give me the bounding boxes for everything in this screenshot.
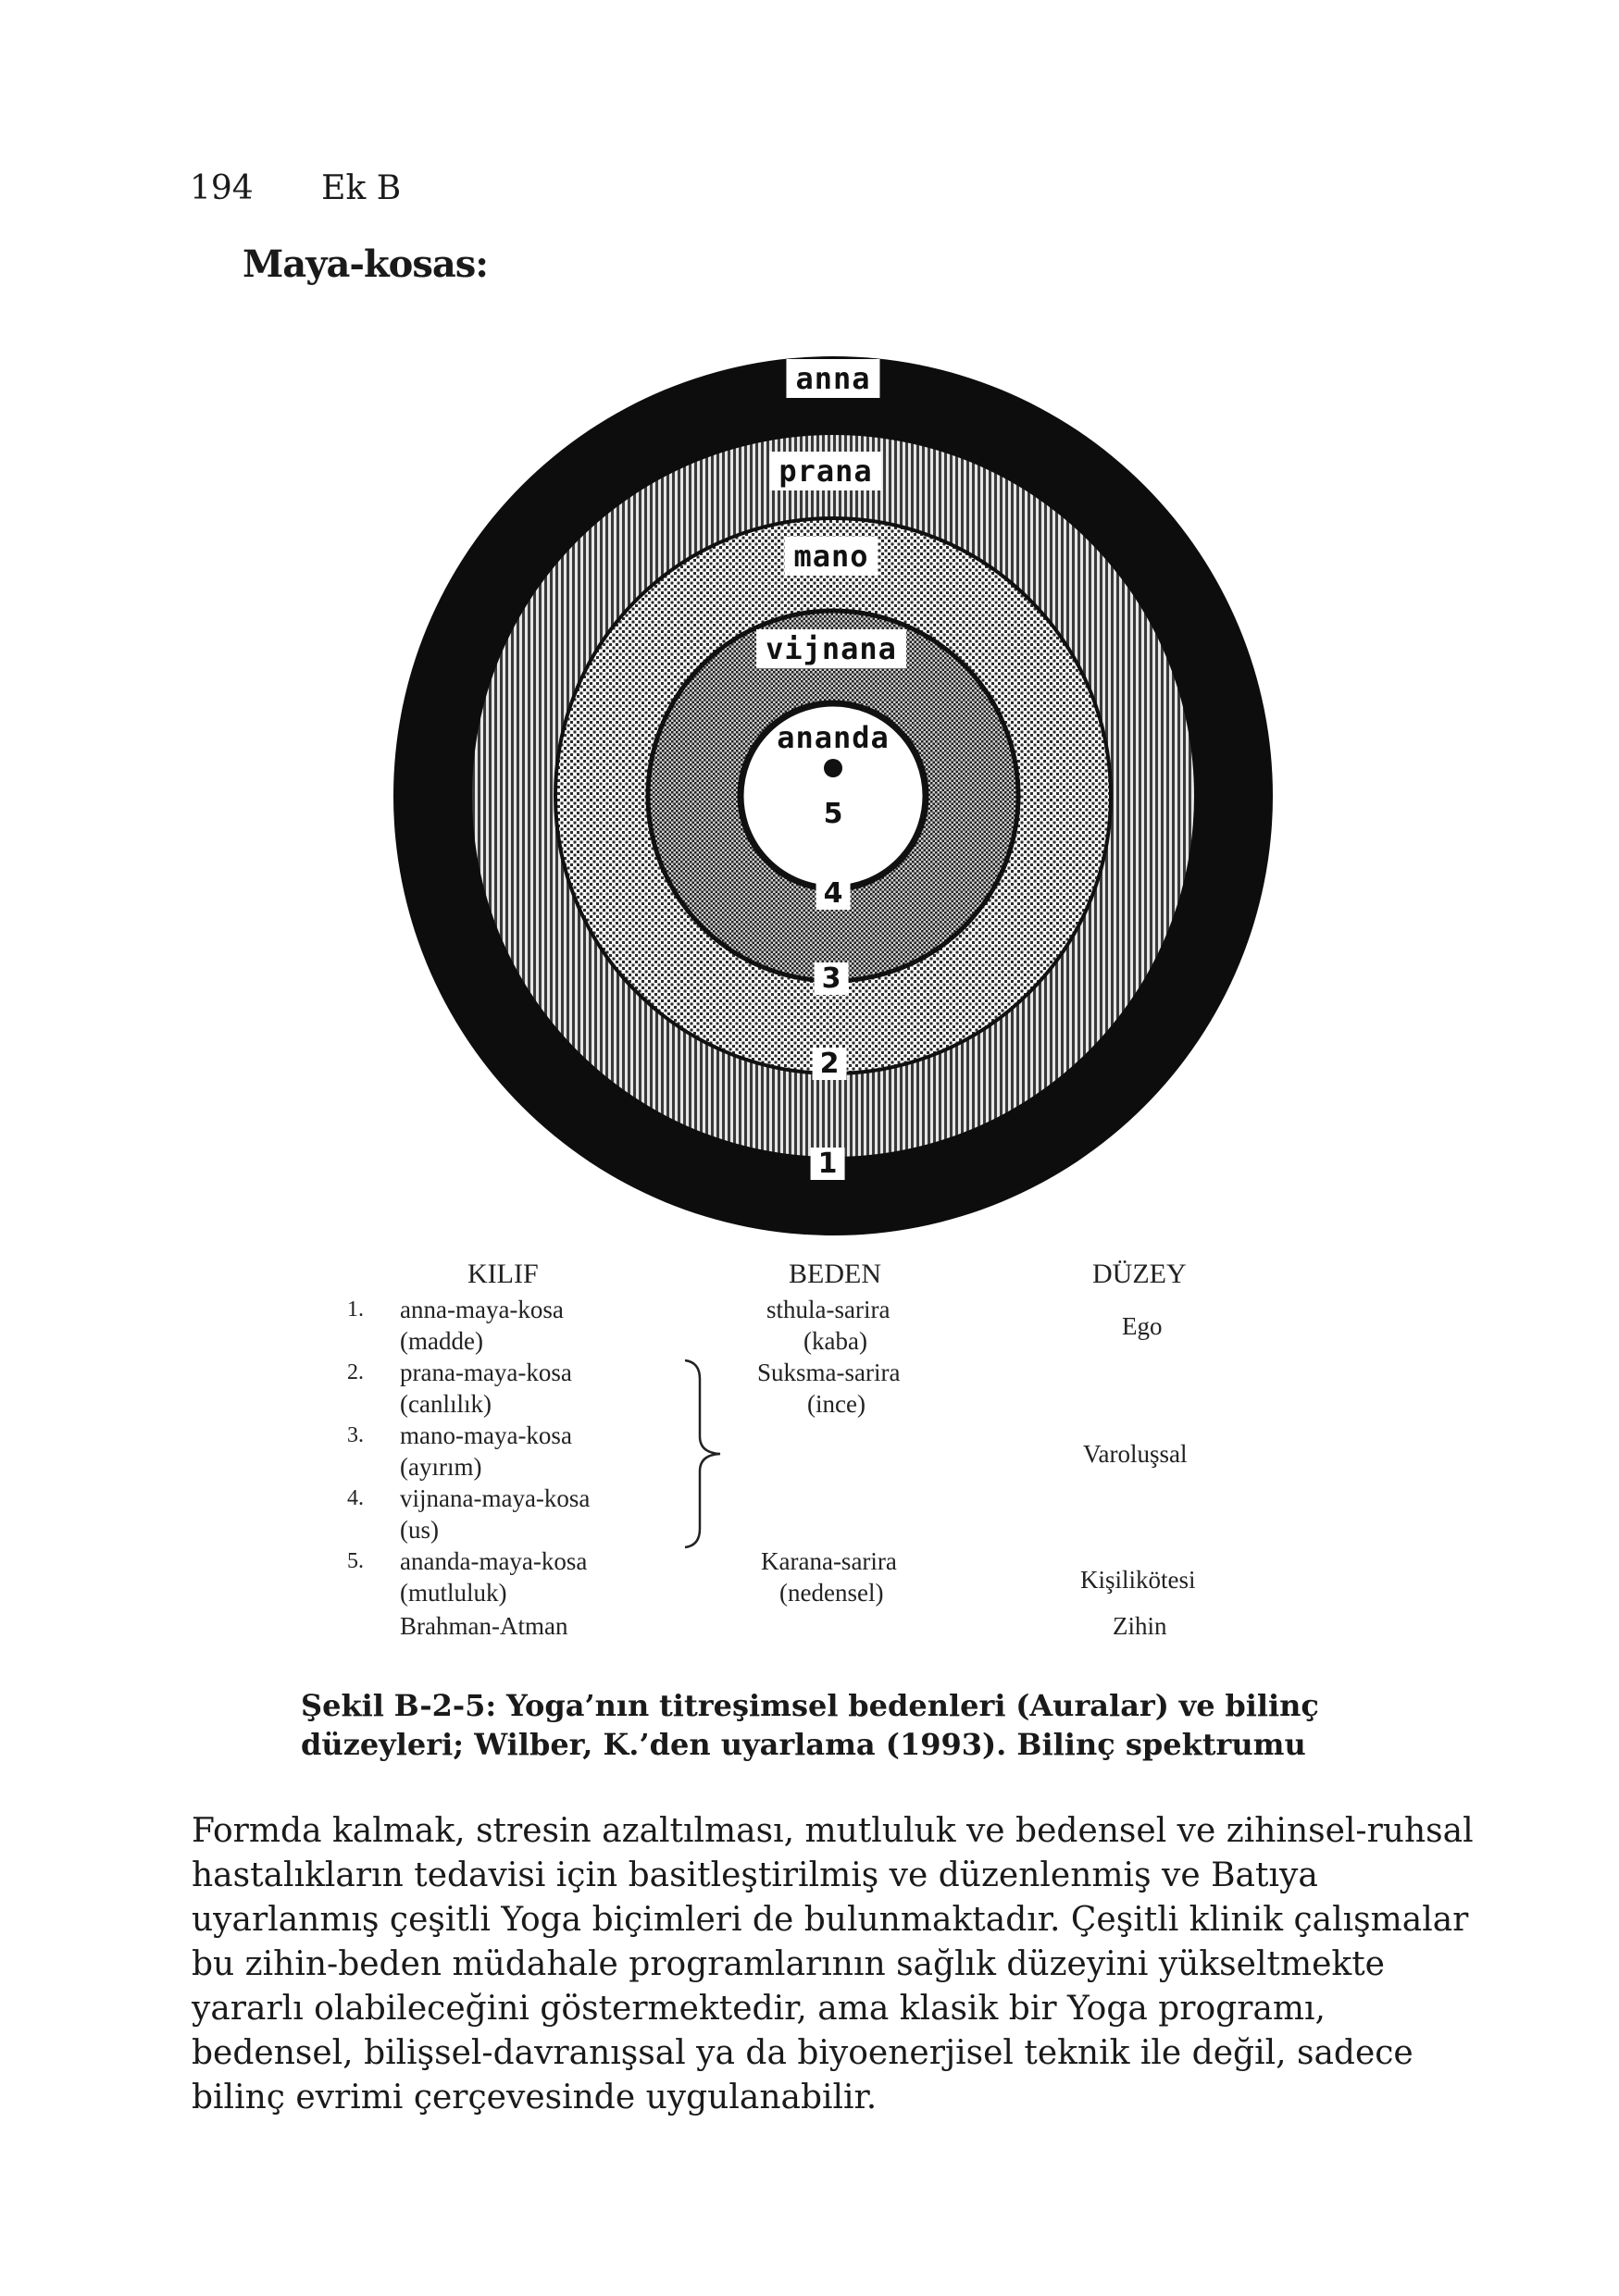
kilif-gloss-3: (ayırım) bbox=[400, 1453, 482, 1481]
kilif-name-5: ananda-maya-kosa bbox=[400, 1547, 588, 1575]
figure-caption bbox=[301, 1686, 1319, 1764]
kilif-gloss-2: (canlılık) bbox=[400, 1390, 492, 1418]
kilif-gloss-5: (mutluluk) bbox=[400, 1579, 507, 1607]
ring-number-2: 2 bbox=[813, 1048, 847, 1080]
beden-name-3: Karana-sarira bbox=[761, 1547, 897, 1575]
body-line: yararlı olabileceğini göstermektedir, ama klasik bir Yoga programı, bbox=[192, 1990, 1326, 2028]
page-header bbox=[190, 169, 401, 207]
header-beden: BEDEN bbox=[789, 1259, 881, 1289]
body-paragraph bbox=[192, 1809, 1474, 2120]
ring-label-mano: mano bbox=[784, 537, 878, 576]
body-line: bu zihin-beden müdahale programlarının sağlık düzeyini yükseltmekte bbox=[192, 1945, 1385, 1983]
beden-name-1: sthula-sarira bbox=[766, 1296, 890, 1323]
caption-word: ve bbox=[1178, 1688, 1215, 1723]
caption-word: B-2-5: bbox=[393, 1688, 497, 1723]
duzey-kisilikotesi: Kişilikötesi bbox=[1080, 1566, 1196, 1594]
caption-word: titreşimsel bbox=[659, 1688, 839, 1723]
header-kilif: KILIF bbox=[467, 1259, 539, 1289]
duzey-varolussal: Varoluşsal bbox=[1083, 1440, 1188, 1468]
ring-number-4: 4 bbox=[816, 877, 851, 910]
body-line: Formda kalmak, stresin azaltılması, mutluluk ve bedensel ve zihinsel-ruhsal bbox=[192, 1812, 1474, 1850]
grouping-brace bbox=[683, 1357, 728, 1551]
kilif-gloss-4: (us) bbox=[400, 1516, 439, 1544]
center-dot bbox=[824, 759, 842, 777]
ring-label-ananda: ananda bbox=[777, 720, 890, 755]
duzey-ego: Ego bbox=[1122, 1312, 1163, 1340]
duzey-zihin: Zihin bbox=[1113, 1612, 1167, 1640]
beden-name-2: Suksma-sarira bbox=[757, 1359, 901, 1386]
ring-label-vijnana: vijnana bbox=[756, 629, 906, 668]
kilif-name-2: prana-maya-kosa bbox=[400, 1359, 572, 1386]
beden-gloss-3: (nedensel) bbox=[779, 1579, 884, 1607]
ring-number-1: 1 bbox=[811, 1148, 845, 1180]
ring-label-anna: anna bbox=[786, 359, 879, 398]
caption-word: Yoga’nın bbox=[505, 1688, 650, 1723]
kilif-num-5: 5. bbox=[347, 1549, 364, 1573]
kosha-diagram bbox=[389, 352, 1277, 1240]
beden-gloss-2: (ince) bbox=[807, 1390, 866, 1418]
caption-word: (Auralar) bbox=[1015, 1688, 1169, 1723]
body-line: bedensel, bilişsel-davranışsal ya da biyoenerjisel teknik ile değil, sadece bbox=[192, 2034, 1414, 2072]
caption-word: Şekil bbox=[301, 1688, 384, 1723]
kilif-name-3: mano-maya-kosa bbox=[400, 1421, 572, 1449]
kilif-brahman-atman: Brahman-Atman bbox=[400, 1612, 568, 1640]
page-number: 194 bbox=[190, 169, 254, 207]
kilif-name-1: anna-maya-kosa bbox=[400, 1296, 564, 1323]
caption-word: bedenleri bbox=[848, 1688, 1006, 1723]
kilif-num-1: 1. bbox=[347, 1297, 364, 1322]
body-line: uyarlanmış çeşitli Yoga biçimleri de bulunmaktadır. Çeşitli klinik çalışmalar bbox=[192, 1901, 1469, 1939]
body-line: hastalıkların tedavisi için basitleştirilmiş ve düzenlenmiş ve Batıya bbox=[192, 1856, 1318, 1894]
caption-word: bilinç bbox=[1225, 1688, 1319, 1723]
kilif-name-4: vijnana-maya-kosa bbox=[400, 1484, 591, 1512]
kilif-num-3: 3. bbox=[347, 1423, 364, 1447]
kilif-gloss-1: (madde) bbox=[400, 1327, 483, 1355]
caption-line-1 bbox=[301, 1686, 1319, 1725]
kilif-num-4: 4. bbox=[347, 1486, 364, 1510]
header-duzey: DÜZEY bbox=[1092, 1259, 1187, 1289]
chapter-label: Ek B bbox=[321, 169, 402, 207]
beden-gloss-1: (kaba) bbox=[803, 1327, 867, 1355]
ring-number-5: 5 bbox=[823, 798, 843, 830]
kilif-num-2: 2. bbox=[347, 1360, 364, 1384]
ring-number-3: 3 bbox=[815, 962, 849, 995]
caption-line-2: düzeyleri; Wilber, K.’den uyarlama (1993). Bilinç spektrumu bbox=[301, 1727, 1306, 1762]
ring-label-prana: prana bbox=[769, 452, 881, 490]
body-line: bilinç evrimi çerçevesinde uygulanabilir. bbox=[192, 2079, 878, 2116]
section-title: Maya-kosas: bbox=[243, 242, 489, 286]
